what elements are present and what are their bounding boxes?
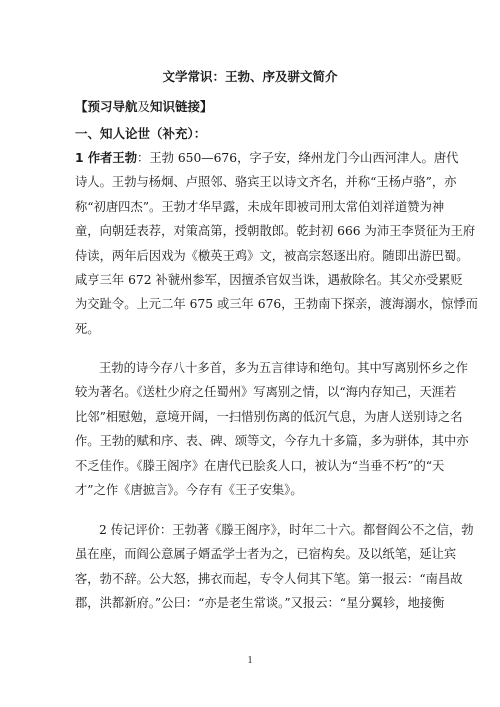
paragraph-line: 才”之作《唐摭言》。今存有《王子安集》。 <box>75 482 303 497</box>
paragraph-line: 较为著名。《送杜少府之任蜀州》写离别之情，以“海内存知己，天涯若 <box>75 385 457 400</box>
section-heading: 一、知人论世（补充）： <box>75 126 207 141</box>
paragraph-author <box>75 146 478 341</box>
paragraph-line: 比邻”相慰勉，意境开阔，一扫惜别伤离的低沉气息，为唐人送别诗之名 <box>75 409 463 424</box>
guide-heading-connector: 及 <box>137 99 151 114</box>
paragraph-line: 客，勃不辞。公大怒，拂衣而起，专令人伺其下笔。第一报云：“南昌故 <box>75 571 463 586</box>
paragraph-line: 为交趾令。上元二年 675 或三年 676，王勃南下探亲，渡海溺水，惊悸而 <box>75 297 478 312</box>
guide-heading <box>75 97 213 115</box>
author-label: 1 作者王勃 <box>75 151 138 165</box>
guide-heading-part-a: 【预习导航 <box>75 99 138 114</box>
paragraph-line: 作。王勃的赋和序、表、碑、颂等文，今存九十多篇，多为骈体，其中亦 <box>75 434 469 449</box>
paragraph-line: 虽在座，而阎公意属子婿孟学士者为之，已宿构矣。及以纸笔，延让宾 <box>75 547 457 562</box>
paragraph-line: 王勃的诗今存八十多首，多为五言律诗和绝句。其中写离别怀乡之作 <box>99 361 468 375</box>
guide-heading-part-b: 知识链接】 <box>150 99 213 114</box>
paragraph-line <box>75 146 459 170</box>
paragraph-line: 诗人。王勃与杨炯、卢照邻、骆宾王以诗文齐名，并称“王杨卢骆”，亦 <box>75 175 457 190</box>
paragraph-line: 不乏佳作。《滕王阁序》在唐代已脍炙人口，被认为“当垂不朽”的“天 <box>75 458 445 473</box>
paragraph-line: 侍读，两年后因戏为《檄英王鸡》文，被高宗怒逐出府。随即出游巴蜀。 <box>75 248 469 263</box>
paragraph-line: 郡，洪都新府。”公曰：“亦是老生常谈。”又报云：“星分翼轸，地接衡 <box>75 596 445 611</box>
paragraph-line: 死。 <box>75 321 100 336</box>
paragraph-biography <box>75 518 474 616</box>
paragraph-works <box>75 356 469 502</box>
paragraph-line: 称“初唐四杰”。王勃才华早露，未成年即被司刑太常伯刘祥道赞为神 <box>75 199 445 214</box>
document-title: 文学常识：王勃、序及骈文简介 <box>162 69 338 84</box>
paragraph-line: 童，向朝廷表荐，对策高第，授朝散郎。乾封初 666 为沛王李贤征为王府 <box>75 224 476 239</box>
author-line-text: ：王勃 650—676，字子安，绛州龙门今山西河津人。唐代 <box>137 151 459 165</box>
paragraph-line: 2 传记评价：王勃著《滕王阁序》，时年二十六。都督阎公不之信，勃 <box>99 523 474 537</box>
paragraph-line: 咸亨三年 672 补虢州参军，因擅杀官奴当诛，遇赦除名。其父亦受累贬 <box>75 272 463 287</box>
page-number: 1 <box>247 655 253 666</box>
